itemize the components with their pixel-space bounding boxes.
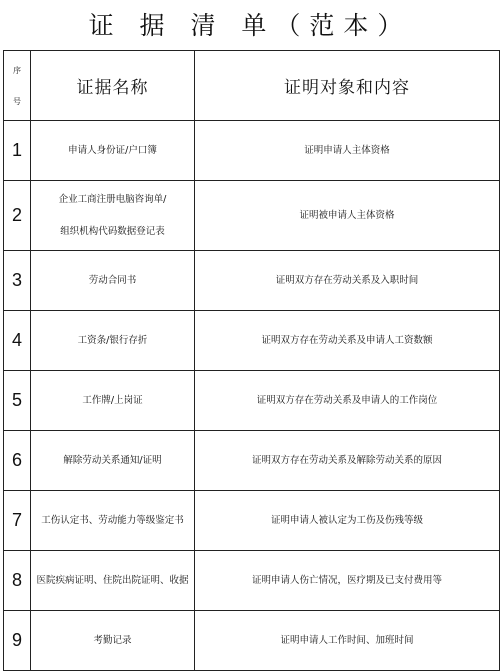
row-number: 2 — [4, 181, 31, 251]
table-row — [4, 121, 500, 181]
table-row — [4, 611, 500, 671]
row-number: 1 — [4, 121, 31, 181]
evidence-content: 证明双方存在劳动关系及解除劳动关系的原因 — [195, 431, 500, 491]
evidence-content: 证明申请人工作时间、加班时间 — [195, 611, 500, 671]
evidence-name: 解除劳动关系通知/证明 — [31, 431, 195, 491]
table-row — [4, 551, 500, 611]
evidence-name: 工伤认定书、劳动能力等级鉴定书 — [31, 491, 195, 551]
table-row — [4, 431, 500, 491]
table-row — [4, 491, 500, 551]
header-seq-line2: 号 — [13, 96, 21, 106]
document-title: 证 据 清 单（范本） — [88, 11, 412, 40]
table-row — [4, 181, 500, 251]
evidence-name — [31, 181, 195, 251]
row-number: 7 — [4, 491, 31, 551]
evidence-name: 工作牌/上岗证 — [31, 371, 195, 431]
table-row — [4, 371, 500, 431]
evidence-content: 证明申请人被认定为工伤及伤残等级 — [195, 491, 500, 551]
evidence-content: 证明双方存在劳动关系及入职时间 — [195, 251, 500, 311]
header-seq-line1: 序 — [13, 65, 21, 75]
evidence-table — [3, 50, 500, 671]
row-number: 8 — [4, 551, 31, 611]
header-seq — [4, 51, 31, 121]
table-header-row — [4, 51, 500, 121]
evidence-content: 证明申请人伤亡情况，医疗期及已支付费用等 — [195, 551, 500, 611]
evidence-name: 劳动合同书 — [31, 251, 195, 311]
evidence-name: 申请人身份证/户口簿 — [31, 121, 195, 181]
row-number: 3 — [4, 251, 31, 311]
row-number: 6 — [4, 431, 31, 491]
table-row — [4, 311, 500, 371]
evidence-name: 考勤记录 — [31, 611, 195, 671]
evidence-content: 证明双方存在劳动关系及申请人的工作岗位 — [195, 371, 500, 431]
evidence-content: 证明双方存在劳动关系及申请人工资数额 — [195, 311, 500, 371]
header-evidence-name: 证据名称 — [31, 51, 195, 121]
evidence-name: 医院疾病证明、住院出院证明、收据 — [31, 551, 195, 611]
evidence-content: 证明被申请人主体资格 — [195, 181, 500, 251]
row-number: 9 — [4, 611, 31, 671]
row-number: 4 — [4, 311, 31, 371]
evidence-content: 证明申请人主体资格 — [195, 121, 500, 181]
table-row — [4, 251, 500, 311]
header-evidence-content: 证明对象和内容 — [195, 51, 500, 121]
evidence-name-line2: 组织机构代码数据登记表 — [60, 225, 165, 237]
evidence-name-line1: 企业工商注册电脑咨询单/ — [58, 193, 167, 205]
row-number: 5 — [4, 371, 31, 431]
evidence-name: 工资条/银行存折 — [31, 311, 195, 371]
